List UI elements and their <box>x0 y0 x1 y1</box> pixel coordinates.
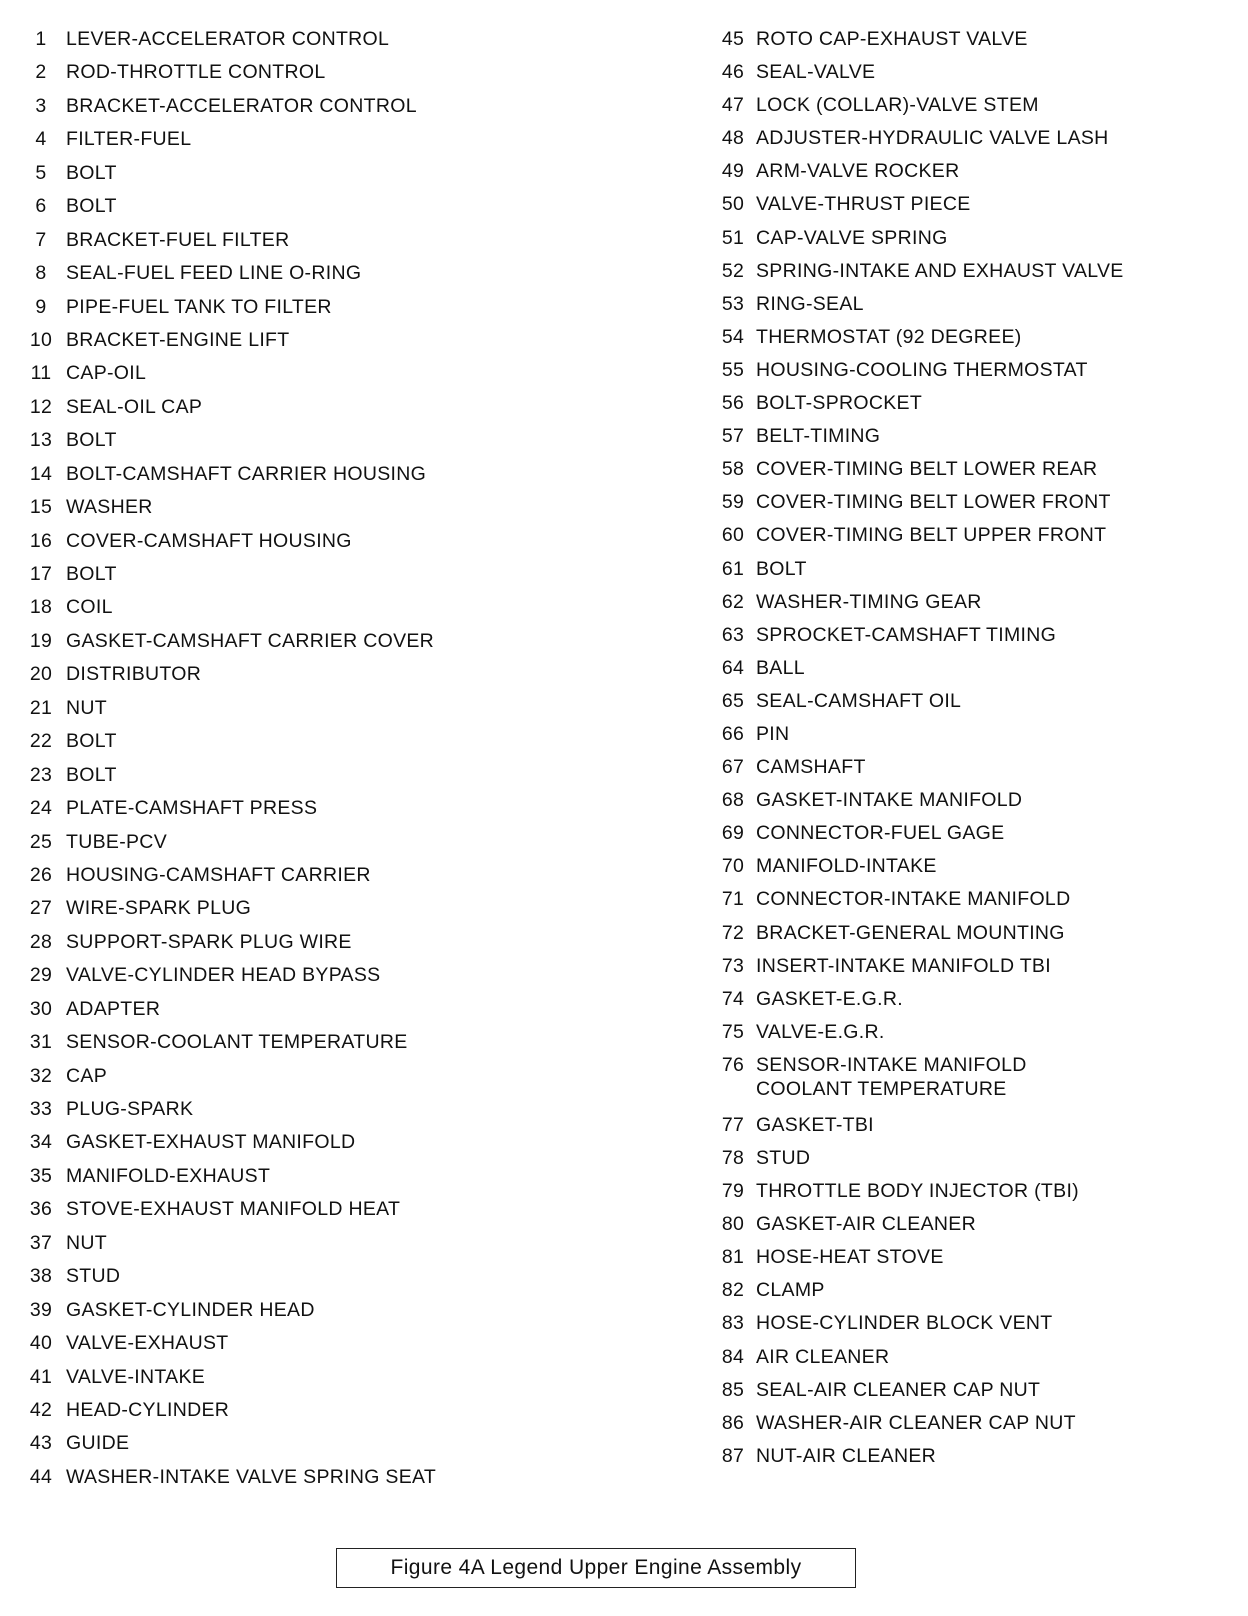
legend-item-number: 62 <box>721 590 745 613</box>
legend-item-label: HOSE-CYLINDER BLOCK VENT <box>756 1312 1053 1335</box>
legend-item-label: GASKET-AIR CLEANER <box>756 1213 976 1236</box>
legend-item-label: VALVE-THRUST PIECE <box>756 193 971 216</box>
legend-item-label: ROD-THROTTLE CONTROL <box>66 61 326 84</box>
legend-item <box>18 696 658 729</box>
legend-item <box>712 292 1232 325</box>
figure-caption: Figure 4A Legend Upper Engine Assembly <box>336 1548 856 1588</box>
legend-item <box>712 557 1232 590</box>
legend-item <box>18 127 658 160</box>
legend-item <box>712 1146 1232 1179</box>
legend-item-label: WASHER-INTAKE VALVE SPRING SEAT <box>66 1465 437 1488</box>
legend-item-number: 35 <box>29 1164 53 1187</box>
legend-item-label: HOUSING-COOLING THERMOSTAT <box>756 358 1088 381</box>
legend-item-label: STUD <box>66 1265 121 1288</box>
legend-item <box>18 830 658 863</box>
legend-item-label: LOCK (COLLAR)-VALVE STEM <box>756 94 1039 117</box>
legend-item <box>712 921 1232 954</box>
legend-item <box>712 490 1232 523</box>
legend-item <box>712 854 1232 887</box>
legend-item <box>18 295 658 328</box>
legend-item-number: 17 <box>29 563 53 585</box>
legend-item <box>712 358 1232 391</box>
legend-item-label: BALL <box>756 656 805 679</box>
legend-item-number: 52 <box>721 259 745 282</box>
legend-item-label: BOLT-SPROCKET <box>756 392 923 415</box>
legend-item-number: 82 <box>721 1279 745 1302</box>
legend-item-number: 65 <box>721 689 745 712</box>
legend-item-label: COVER-TIMING BELT LOWER FRONT <box>756 491 1111 514</box>
legend-item-number: 22 <box>29 730 53 753</box>
legend-item <box>712 722 1232 755</box>
legend-item-label: HOSE-HEAT STOVE <box>756 1246 944 1269</box>
legend-item-label: CAP-VALVE SPRING <box>756 226 948 249</box>
legend-item-number: 14 <box>29 462 53 485</box>
legend-item-number: 49 <box>721 160 745 183</box>
legend-item-number: 24 <box>29 797 53 820</box>
legend-item-label: GUIDE <box>66 1432 130 1455</box>
legend-item <box>18 27 658 60</box>
legend-item-number: 61 <box>721 557 745 580</box>
legend-item-number: 6 <box>35 195 47 218</box>
legend-item <box>712 93 1232 126</box>
legend-item-number: 21 <box>29 696 53 719</box>
legend-item <box>18 1231 658 1264</box>
legend-item <box>18 1130 658 1163</box>
legend-item-label: CLAMP <box>756 1279 825 1302</box>
legend-item <box>18 395 658 428</box>
legend-item <box>18 261 658 294</box>
legend-item-label: BOLT <box>756 557 807 580</box>
legend-item <box>712 424 1232 457</box>
legend-item <box>18 930 658 963</box>
legend-item-label: PIPE-FUEL TANK TO FILTER <box>66 295 332 318</box>
legend-item <box>712 1212 1232 1245</box>
legend-item-number: 69 <box>721 822 745 845</box>
legend-item <box>712 192 1232 225</box>
legend-column-left <box>18 27 658 1498</box>
legend-item <box>712 523 1232 556</box>
legend-item <box>18 328 658 361</box>
legend-column-right <box>712 27 1232 1477</box>
legend-item-label: MANIFOLD-INTAKE <box>756 855 937 878</box>
legend-item-number: 47 <box>721 94 745 117</box>
legend-item-number: 2 <box>35 61 47 84</box>
legend-item <box>712 1311 1232 1344</box>
legend-item-number: 1 <box>35 28 47 50</box>
legend-item-number: 3 <box>35 94 47 117</box>
legend-item <box>712 755 1232 788</box>
legend-item-label: COIL <box>66 596 113 619</box>
legend-item-number: 67 <box>721 756 745 779</box>
legend-item-number: 28 <box>29 930 53 953</box>
legend-item <box>18 997 658 1030</box>
legend-item-label: DISTRIBUTOR <box>66 663 202 686</box>
legend-item-label: GASKET-E.G.R. <box>756 987 903 1010</box>
legend-item-number: 60 <box>721 524 745 547</box>
legend-item <box>712 27 1232 60</box>
legend-item <box>18 1331 658 1364</box>
legend-item-label: COVER-TIMING BELT LOWER REAR <box>756 458 1098 481</box>
legend-item-number: 80 <box>721 1213 745 1236</box>
legend-item-number: 16 <box>29 529 53 552</box>
legend-item-label: WASHER <box>66 496 153 519</box>
legend-item-number: 19 <box>29 629 53 652</box>
legend-item <box>18 161 658 194</box>
legend-item <box>18 963 658 996</box>
legend-item-label: PLATE-CAMSHAFT PRESS <box>66 797 318 820</box>
legend-item-number: 44 <box>29 1465 53 1488</box>
legend-item-label: HEAD-CYLINDER <box>66 1398 230 1421</box>
legend-item-number: 56 <box>721 392 745 415</box>
legend-item <box>18 662 658 695</box>
legend-item-number: 54 <box>721 325 745 348</box>
legend-item-number: 73 <box>721 954 745 977</box>
legend-item <box>712 1020 1232 1053</box>
legend-item <box>712 590 1232 623</box>
legend-item-number: 71 <box>721 888 745 911</box>
legend-item-number: 72 <box>721 921 745 944</box>
legend-item-label: LEVER-ACCELERATOR CONTROL <box>66 28 390 50</box>
legend-item <box>18 428 658 461</box>
legend-item-label: FILTER-FUEL <box>66 128 192 151</box>
legend-item-label: BRACKET-GENERAL MOUNTING <box>756 921 1065 944</box>
legend-item-number: 36 <box>29 1198 53 1221</box>
legend-item <box>18 796 658 829</box>
legend-item-label: BOLT-CAMSHAFT CARRIER HOUSING <box>66 462 427 485</box>
legend-item <box>712 457 1232 490</box>
legend-item <box>18 1164 658 1197</box>
legend-item-label: SEAL-FUEL FEED LINE O-RING <box>66 262 362 285</box>
legend-item-label: BOLT <box>66 429 117 452</box>
legend-item <box>712 689 1232 722</box>
legend-item-label: SPROCKET-CAMSHAFT TIMING <box>756 623 1057 646</box>
legend-item <box>18 1298 658 1331</box>
legend-item-label: CONNECTOR-INTAKE MANIFOLD <box>756 888 1071 911</box>
legend-item-label: GASKET-TBI <box>756 1113 874 1136</box>
legend-item <box>712 391 1232 424</box>
legend-item-label: SEAL-VALVE <box>756 61 876 84</box>
legend-item <box>712 623 1232 656</box>
legend-item-number: 11 <box>30 362 52 385</box>
legend-item-label: NUT <box>66 696 107 719</box>
legend-item-number: 77 <box>721 1113 745 1136</box>
legend-item-label: STUD <box>756 1147 811 1169</box>
legend-item <box>18 1365 658 1398</box>
legend-item-number: 4 <box>35 128 47 151</box>
legend-item <box>712 1113 1232 1146</box>
legend-item-number: 76 <box>721 1053 745 1076</box>
legend-item-number: 9 <box>35 295 47 318</box>
legend-item <box>712 656 1232 689</box>
legend-item-number: 87 <box>721 1444 745 1467</box>
legend-item-number: 29 <box>29 964 53 987</box>
legend-item-label: GASKET-EXHAUST MANIFOLD <box>66 1131 356 1154</box>
legend-item-label: ADAPTER <box>66 997 161 1020</box>
legend-item-number: 26 <box>29 863 53 886</box>
legend-item-label: BRACKET-ACCELERATOR CONTROL <box>66 94 417 117</box>
legend-item <box>712 987 1232 1020</box>
legend-item <box>18 60 658 93</box>
legend-item-number: 30 <box>29 997 53 1020</box>
legend-item-label: WASHER-TIMING GEAR <box>756 590 982 613</box>
legend-item-number: 43 <box>29 1432 53 1455</box>
legend-item-label: THROTTLE BODY INJECTOR (TBI) <box>756 1180 1079 1203</box>
legend-item-number: 53 <box>721 292 745 315</box>
legend-item <box>18 1030 658 1063</box>
legend-item-number: 66 <box>721 722 745 745</box>
legend-item-number: 37 <box>29 1231 53 1254</box>
legend-item <box>18 729 658 762</box>
legend-item <box>712 226 1232 259</box>
legend-item <box>18 1097 658 1130</box>
legend-item <box>18 194 658 227</box>
legend-item-number: 68 <box>721 789 745 812</box>
legend-item-number: 84 <box>721 1345 745 1368</box>
legend-item-number: 51 <box>721 226 745 249</box>
legend-item-number: 25 <box>29 830 53 853</box>
legend-item-number: 42 <box>29 1398 53 1421</box>
legend-item <box>712 1053 1232 1113</box>
legend-item-label: GASKET-CAMSHAFT CARRIER COVER <box>66 629 435 652</box>
legend-item <box>18 495 658 528</box>
legend-item-label: THERMOSTAT (92 DEGREE) <box>756 325 1022 348</box>
legend-item-number: 12 <box>29 395 53 418</box>
legend-item-label: BOLT <box>66 763 117 786</box>
legend-item-label: COVER-TIMING BELT UPPER FRONT <box>756 524 1107 547</box>
legend-item <box>712 159 1232 192</box>
legend-item-label: MANIFOLD-EXHAUST <box>66 1164 271 1187</box>
legend-item-number: 83 <box>721 1312 745 1335</box>
legend-item-number: 13 <box>29 429 53 452</box>
legend-item-label: COVER-CAMSHAFT HOUSING <box>66 529 352 552</box>
legend-item-number: 79 <box>721 1180 745 1203</box>
legend-item <box>18 896 658 929</box>
legend-item-number: 63 <box>721 623 745 646</box>
legend-item-number: 81 <box>721 1246 745 1269</box>
legend-item-label: SENSOR-COOLANT TEMPERATURE <box>66 1031 408 1054</box>
legend-item-number: 38 <box>29 1265 53 1288</box>
legend-item-label: SEAL-CAMSHAFT OIL <box>756 689 962 712</box>
legend-item <box>712 954 1232 987</box>
legend-item-label: VALVE-INTAKE <box>66 1365 206 1388</box>
legend-item-label: BOLT <box>66 161 117 184</box>
legend-item-number: 48 <box>721 127 745 150</box>
legend-item-label: RING-SEAL <box>756 292 864 315</box>
legend-item-number: 46 <box>721 61 745 84</box>
legend-item <box>712 1378 1232 1411</box>
legend-item-label: SENSOR-INTAKE MANIFOLD COOLANT TEMPERATURE <box>756 1053 1027 1100</box>
legend-item-number: 45 <box>721 28 745 50</box>
legend-item <box>712 821 1232 854</box>
legend-item-label: VALVE-CYLINDER HEAD BYPASS <box>66 964 381 987</box>
legend-item-label: GASKET-INTAKE MANIFOLD <box>756 789 1023 812</box>
legend-item-label: ARM-VALVE ROCKER <box>756 160 960 183</box>
legend-item-number: 7 <box>35 228 47 251</box>
legend-item <box>18 562 658 595</box>
legend-item <box>712 1278 1232 1311</box>
legend-item <box>712 60 1232 93</box>
legend-item-label: SEAL-OIL CAP <box>66 395 203 418</box>
legend-item <box>712 788 1232 821</box>
legend-item <box>18 1197 658 1230</box>
legend-item-number: 64 <box>721 656 745 679</box>
legend-item-number: 58 <box>721 458 745 481</box>
legend-item-label: SEAL-AIR CLEANER CAP NUT <box>756 1378 1041 1401</box>
legend-item-number: 23 <box>29 763 53 786</box>
legend-item-label: SPRING-INTAKE AND EXHAUST VALVE <box>756 259 1124 282</box>
legend-item-number: 34 <box>29 1131 53 1154</box>
legend-item-label: NUT <box>66 1231 107 1254</box>
legend-item <box>712 126 1232 159</box>
legend-item-number: 10 <box>29 328 53 351</box>
legend-item-number: 50 <box>721 193 745 216</box>
legend-item-label: BELT-TIMING <box>756 425 881 448</box>
legend-item-label: PIN <box>756 722 790 745</box>
legend-item <box>18 361 658 394</box>
legend-item-number: 78 <box>721 1147 745 1169</box>
legend-item-label: BOLT <box>66 195 117 218</box>
legend-item-number: 70 <box>721 855 745 878</box>
legend-item <box>712 887 1232 920</box>
legend-item-label: BRACKET-FUEL FILTER <box>66 228 290 251</box>
legend-item-label: CAMSHAFT <box>756 756 866 779</box>
legend-item-label: BRACKET-ENGINE LIFT <box>66 328 290 351</box>
legend-item-number: 32 <box>29 1064 53 1087</box>
legend-item-number: 31 <box>29 1031 53 1054</box>
legend-item <box>18 1064 658 1097</box>
legend-item-label: CAP-OIL <box>66 362 147 385</box>
legend-item-label: GASKET-CYLINDER HEAD <box>66 1298 315 1321</box>
legend-item-number: 74 <box>721 987 745 1010</box>
legend-item-number: 15 <box>29 496 53 519</box>
legend-item <box>18 1465 658 1498</box>
legend-item-number: 41 <box>29 1365 53 1388</box>
legend-item-number: 57 <box>721 425 745 448</box>
legend-item-number: 75 <box>721 1020 745 1043</box>
legend-item-label: ADJUSTER-HYDRAULIC VALVE LASH <box>756 127 1109 150</box>
legend-item-label: TUBE-PCV <box>66 830 167 853</box>
legend-item <box>18 529 658 562</box>
legend-item <box>18 595 658 628</box>
legend-item <box>18 863 658 896</box>
legend-item-number: 85 <box>721 1378 745 1401</box>
legend-item <box>18 1398 658 1431</box>
legend-item-label: STOVE-EXHAUST MANIFOLD HEAT <box>66 1198 401 1221</box>
legend-item-label: PLUG-SPARK <box>66 1098 194 1120</box>
legend-item <box>712 325 1232 358</box>
legend-item-label: AIR CLEANER <box>756 1345 890 1368</box>
legend-item <box>712 259 1232 292</box>
legend-item-label: VALVE-EXHAUST <box>66 1332 229 1355</box>
legend-item-number: 20 <box>29 663 53 686</box>
legend-item-label: WIRE-SPARK PLUG <box>66 897 252 920</box>
legend-item-label: VALVE-E.G.R. <box>756 1020 885 1043</box>
legend-item-number: 5 <box>35 161 47 184</box>
legend-item <box>18 228 658 261</box>
legend-item-label: NUT-AIR CLEANER <box>756 1444 937 1467</box>
legend-item-label: ROTO CAP-EXHAUST VALVE <box>756 28 1028 50</box>
legend-item-number: 18 <box>29 596 53 619</box>
legend-item-label: HOUSING-CAMSHAFT CARRIER <box>66 863 371 886</box>
legend-item-label: SUPPORT-SPARK PLUG WIRE <box>66 930 352 953</box>
legend-item-label: BOLT <box>66 730 117 753</box>
legend-item-label: CONNECTOR-FUEL GAGE <box>756 822 1005 845</box>
legend-item-number: 27 <box>29 897 53 920</box>
legend-item-number: 39 <box>29 1298 53 1321</box>
legend-item-label: WASHER-AIR CLEANER CAP NUT <box>756 1411 1076 1434</box>
legend-item <box>712 1179 1232 1212</box>
legend-item <box>18 94 658 127</box>
legend-item-number: 8 <box>35 262 47 285</box>
legend-item <box>18 1264 658 1297</box>
legend-item-number: 40 <box>29 1332 53 1355</box>
legend-item-number: 55 <box>721 358 745 381</box>
legend-item-number: 59 <box>721 491 745 514</box>
legend-item <box>712 1245 1232 1278</box>
legend-item-number: 33 <box>29 1098 53 1120</box>
legend-item <box>712 1345 1232 1378</box>
legend-item-label: CAP <box>66 1064 107 1087</box>
legend-item <box>712 1444 1232 1477</box>
legend-item-label: BOLT <box>66 563 117 585</box>
legend-item <box>712 1411 1232 1444</box>
legend-item <box>18 629 658 662</box>
legend-item <box>18 763 658 796</box>
legend-item <box>18 462 658 495</box>
legend-item <box>18 1431 658 1464</box>
legend-item-label: INSERT-INTAKE MANIFOLD TBI <box>756 954 1051 977</box>
legend-item-number: 86 <box>721 1411 745 1434</box>
